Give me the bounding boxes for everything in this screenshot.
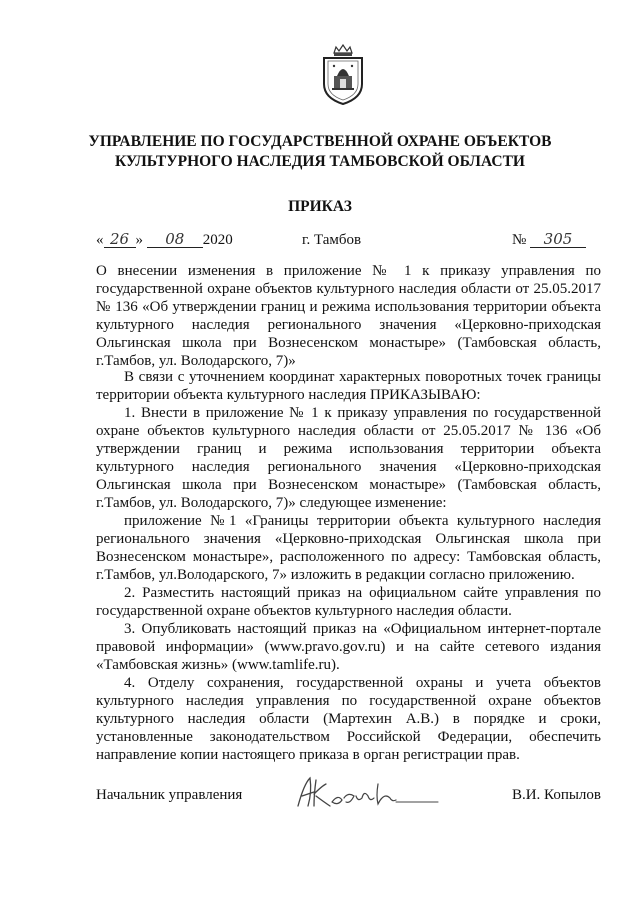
order-date [96,231,233,249]
order-number [512,231,586,249]
order-body [96,368,601,764]
signer-position: Начальник управления [96,787,243,803]
order-year: 2020 [202,232,233,248]
agency-name-line-1: УПРАВЛЕНИЕ ПО ГОСУДАРСТВЕННОЙ ОХРАНЕ ОБЪЕКТОВ [88,133,552,150]
agency-name-line-2: КУЛЬТУРНОГО НАСЛЕДИЯ ТАМБОВСКОЙ ОБЛАСТИ [115,153,525,170]
signature-block [96,778,601,818]
document-type-title: ПРИКАЗ [288,198,352,215]
order-subject: О внесении изменения в приложение № 1 к приказу управления по государственной охране объектов культурного наследия области от 25.05.2017 № 136 «Об утверждении границ и режима использования территории объекта культурного наследия регионального значения «Церковно-приходская Ольгинская школа при Вознесенском монастыре» (Тамбовская область, г.Тамбов, ул. Володарского, 7)» [96,263,601,369]
body-paragraph-item-2: 2. Разместить настоящий приказ на официальном сайте управления по государственной охране объектов культурного наследия области. [96,585,601,619]
date-number-row [96,231,586,251]
number-label: № [511,232,527,248]
handwritten-signature-icon [292,772,442,816]
body-paragraph-preamble: В связи с уточнением координат характерных поворотных точек границы территории объекта культурного наследия ПРИКАЗЫВАЮ: [96,369,601,403]
order-day: 26 [104,231,136,248]
tambov-coat-of-arms-icon [320,44,366,106]
body-paragraph-item-1-detail: приложение №1 «Границы территории объекта культурного наследия регионального значения «Церковно-приходская Ольгинская школа при Вознесенском монастыре», расположенного по адресу: Тамбовская область, г.Тамбов, ул.Володарского, 7» изложить в редакции согласно приложению. [96,513,601,583]
body-paragraph-item-4: 4. Отделу сохранения, государственной охраны и учета объектов культурного наследия управления по государственной охране объектов культурного наследия области (Мартехин А.В.) в порядке и сроки, установленные законодательством Российской Федерации, обеспечить направление копии настоящего приказа в орган регистрации прав. [96,675,601,763]
body-paragraph-item-3: 3. Опубликовать настоящий приказ на «Официальном интернет-портале правовой информации» (www.pravo.gov.ru) и на сайте сетевого издания «Тамбовская жизнь» (www.tamlife.ru). [96,621,601,673]
quote-open: « [96,232,104,248]
quote-close: » [135,232,143,248]
order-number-value: 305 [530,231,586,248]
signer-name: В.И. Копылов [511,787,601,803]
order-city: г. Тамбов [302,232,362,248]
agency-name [60,132,580,172]
order-month: 08 [147,231,203,248]
body-paragraph-item-1: 1. Внести в приложение № 1 к приказу управления по государственной охране объектов культурного наследия области от 25.05.2017 № 136 «Об утверждении границ и режима использования территории объекта культурного наследия регионального значения «Церковно-приходская Ольгинская школа при Вознесенском монастыре» (Тамбовская область, г.Тамбов, ул. Володарского, 7)» следующее изменение: [96,405,601,511]
